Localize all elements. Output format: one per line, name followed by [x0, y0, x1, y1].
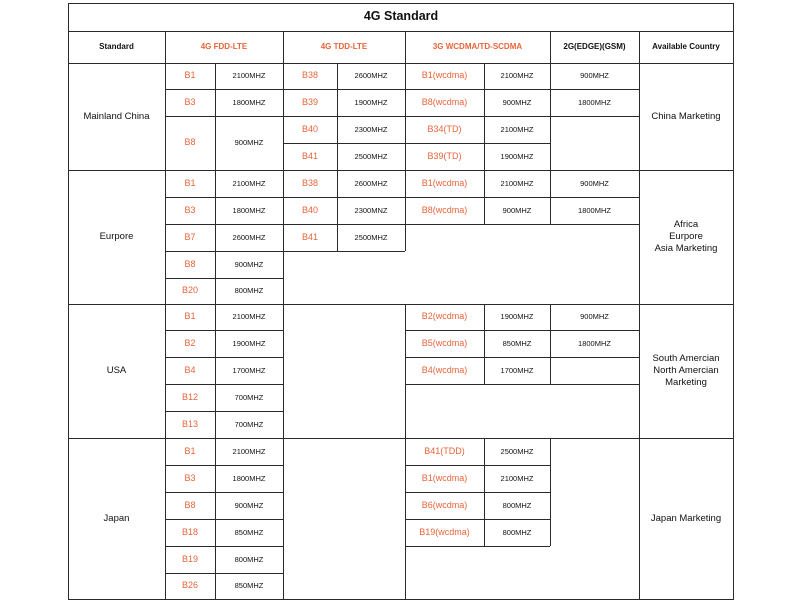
fdd-frequency: 850MHZ	[234, 527, 264, 537]
header-gsm: 2G(EDGE)(GSM)	[563, 42, 626, 51]
fdd-frequency: 1900MHZ	[232, 338, 266, 348]
gsm-frequency: 900MHZ	[580, 178, 609, 188]
fdd-band: B12	[181, 391, 198, 402]
tdd-band: B40	[301, 204, 318, 215]
wcdma-frequency: 800MHZ	[502, 500, 532, 510]
wcdma-band: B2(wcdma)	[421, 311, 468, 322]
header-tdd-lte: 4G TDD-LTE	[320, 42, 368, 51]
wcdma-band: B34(TD)	[427, 123, 462, 134]
market-europe	[639, 170, 733, 304]
wcdma-frequency: 1900MHZ	[500, 312, 534, 322]
fdd-frequency: 700MHZ	[234, 419, 264, 429]
fdd-band: B26	[181, 580, 198, 591]
fdd-band: B3	[184, 96, 196, 107]
fdd-band: B20	[181, 285, 198, 296]
fdd-band: B8	[184, 137, 196, 148]
fdd-frequency: 2100MHZ	[232, 446, 266, 456]
header-standard: Standard	[99, 42, 134, 51]
wcdma-frequency: 800MHZ	[502, 527, 532, 537]
fdd-frequency: 2100MHZ	[232, 178, 266, 188]
tdd-frequency: 2300MNZ	[354, 205, 388, 215]
wcdma-frequency: 850MHZ	[502, 338, 532, 348]
market-usa	[639, 304, 733, 438]
fdd-band: B4	[184, 364, 196, 375]
fdd-band: B2	[184, 337, 196, 348]
market-line: North Amercian	[653, 365, 719, 377]
tdd-band: B38	[301, 70, 318, 81]
fdd-frequency: 1800MHZ	[232, 205, 266, 215]
wcdma-frequency: 1700MHZ	[500, 365, 534, 375]
tdd-frequency: 2500MHZ	[354, 232, 388, 242]
gsm-frequency: 1800MHZ	[578, 97, 611, 107]
region-japan: Japan	[103, 513, 130, 525]
header-available-country: Available Country	[652, 42, 720, 51]
wcdma-frequency: 2100MHZ	[500, 124, 534, 134]
tdd-frequency: 2500MHZ	[354, 151, 388, 161]
fdd-band: B8	[184, 499, 196, 510]
grid-line	[405, 546, 550, 547]
market-china: China Marketing	[651, 110, 721, 122]
tdd-frequency: 2600MHZ	[354, 178, 388, 188]
fdd-band: B8	[184, 258, 196, 269]
wcdma-band: B1(wcdma)	[421, 70, 468, 81]
fdd-frequency: 850MHZ	[234, 581, 264, 591]
fdd-band: B19	[181, 553, 198, 564]
wcdma-band: B5(wcdma)	[421, 337, 468, 348]
tdd-band: B39	[301, 96, 318, 107]
fdd-band: B1	[184, 177, 196, 188]
wcdma-band: B41(TDD)	[424, 445, 465, 456]
gsm-frequency: 1800MHZ	[578, 205, 611, 215]
market-japan: Japan Marketing	[650, 513, 722, 525]
grid-line	[733, 3, 734, 600]
table-title: 4G Standard	[363, 9, 439, 24]
region-mainland-china: Mainland China	[83, 110, 150, 122]
wcdma-frequency: 2500MHZ	[500, 446, 534, 456]
fdd-frequency: 900MHZ	[234, 138, 264, 148]
tdd-band: B38	[301, 177, 318, 188]
market-line: Africa	[673, 219, 699, 231]
region-europe: Eurpore	[99, 231, 134, 243]
fdd-band: B1	[184, 70, 196, 81]
fdd-band: B1	[184, 311, 196, 322]
fdd-frequency: 1700MHZ	[232, 365, 266, 375]
gsm-frequency: 900MHZ	[580, 312, 609, 322]
fdd-frequency: 800MHZ	[234, 286, 264, 296]
wcdma-frequency: 900MHZ	[502, 205, 532, 215]
fdd-band: B3	[184, 472, 196, 483]
grid-line	[405, 384, 639, 385]
wcdma-band: B8(wcdma)	[421, 204, 468, 215]
fdd-frequency: 1800MHZ	[232, 473, 266, 483]
header-fdd-lte: 4G FDD-LTE	[200, 42, 248, 51]
wcdma-band: B39(TD)	[427, 150, 462, 161]
wcdma-band: B19(wcdma)	[419, 526, 470, 537]
wcdma-band: B1(wcdma)	[421, 472, 468, 483]
fdd-frequency: 2600MHZ	[232, 232, 266, 242]
header-wcdma: 3G WCDMA/TD-SCDMA	[432, 42, 523, 51]
fdd-band: B1	[184, 445, 196, 456]
fdd-frequency: 900MHZ	[234, 259, 264, 269]
tdd-frequency: 2600MHZ	[354, 71, 388, 81]
tdd-frequency: 2300MHZ	[354, 124, 388, 134]
wcdma-frequency: 2100MHZ	[500, 71, 534, 81]
wcdma-frequency: 2100MHZ	[500, 178, 534, 188]
wcdma-frequency: 1900MHZ	[500, 151, 534, 161]
fdd-frequency: 900MHZ	[234, 500, 264, 510]
gsm-frequency: 900MHZ	[580, 71, 609, 81]
fdd-frequency: 700MHZ	[234, 392, 264, 402]
fdd-band: B18	[181, 526, 198, 537]
grid-line	[550, 438, 551, 546]
fdd-band: B3	[184, 204, 196, 215]
tdd-band: B41	[301, 231, 318, 242]
wcdma-band: B4(wcdma)	[421, 364, 468, 375]
market-line: Marketing	[665, 376, 707, 388]
fdd-frequency: 800MHZ	[234, 554, 264, 564]
wcdma-band: B1(wcdma)	[421, 177, 468, 188]
fdd-frequency: 2100MHZ	[232, 312, 266, 322]
tdd-band: B41	[301, 150, 318, 161]
fdd-band: B7	[184, 231, 196, 242]
region-usa: USA	[106, 365, 127, 377]
gsm-frequency: 1800MHZ	[578, 338, 611, 348]
wcdma-band: B6(wcdma)	[421, 499, 468, 510]
wcdma-frequency: 900MHZ	[502, 97, 532, 107]
wcdma-band: B8(wcdma)	[421, 96, 468, 107]
tdd-frequency: 1900MHZ	[354, 97, 388, 107]
fdd-band: B13	[181, 418, 198, 429]
tdd-band: B40	[301, 123, 318, 134]
market-line: Asia Marketing	[654, 242, 718, 254]
wcdma-frequency: 2100MHZ	[500, 473, 534, 483]
market-line: Eurpore	[669, 231, 703, 243]
market-line: South Amercian	[652, 353, 720, 365]
fdd-frequency: 2100MHZ	[232, 71, 266, 81]
fdd-frequency: 1800MHZ	[232, 97, 266, 107]
